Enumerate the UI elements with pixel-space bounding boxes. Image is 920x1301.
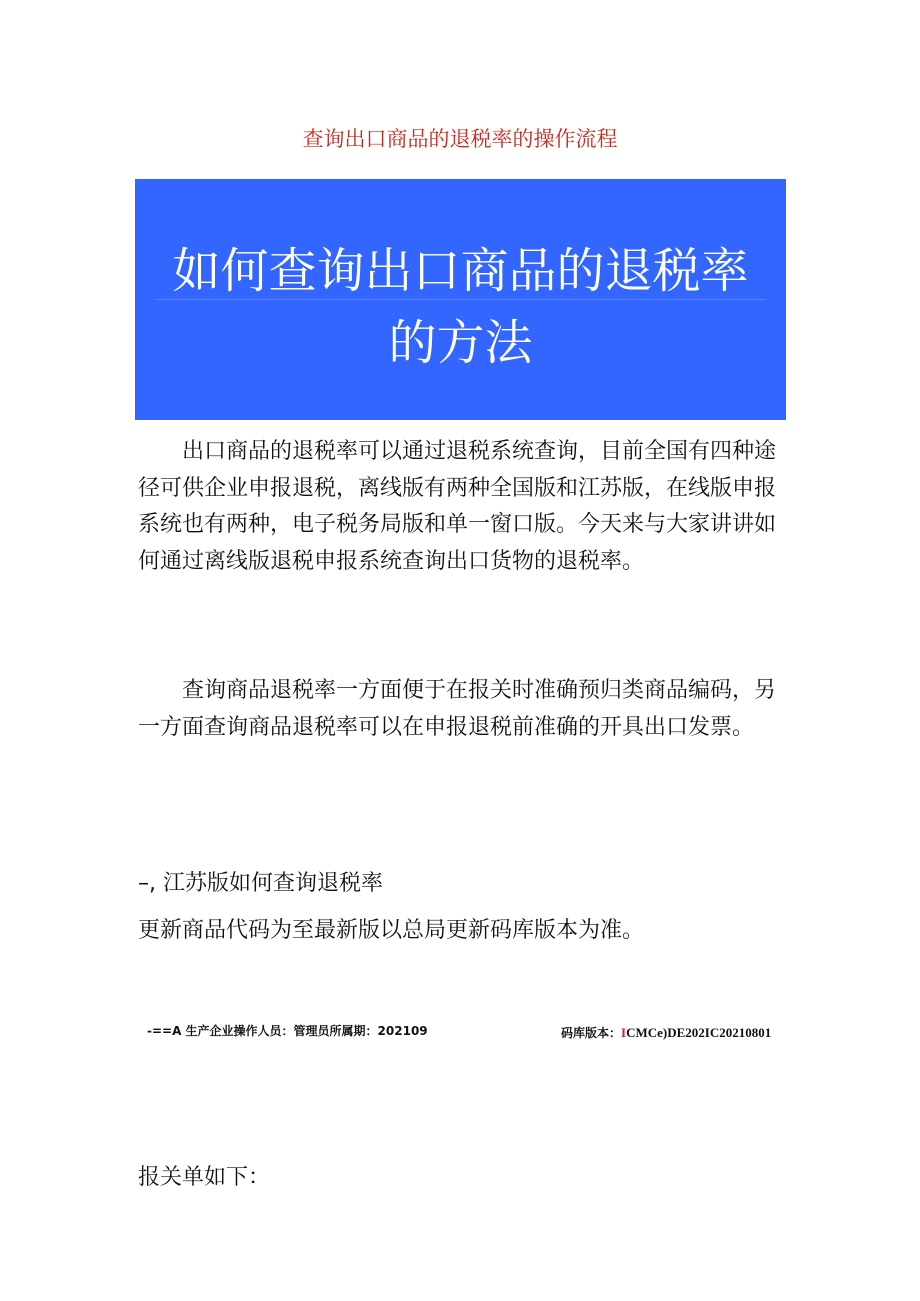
banner-title-line-2: 的方法 (388, 315, 533, 371)
code-library-version (561, 1024, 771, 1042)
banner-title (135, 235, 786, 379)
section-text: 更新商品代码为至最新版以总局更新码库版本为准。 (138, 918, 645, 943)
banner-title-line-1: 如何查询出口商品的退税率 (172, 243, 749, 299)
document-subtitle: 查询出口商品的退税率的操作流程 (302, 127, 618, 151)
operator-info: -==A 生产企业操作人员：管理员所属期：202109 (147, 1024, 428, 1038)
title-banner (135, 179, 786, 420)
section-heading: –, 江苏版如何查询退税率 (138, 871, 383, 896)
code-library-value (621, 1025, 771, 1040)
code-library-value-rest: CMCe)DE202IC20210801 (626, 1025, 772, 1040)
purpose-paragraph: 查询商品退税率一方面便于在报关时准确预归类商品编码，另一方面查询商品退税率可以在申报退税前准确的开具出口发票。 (138, 678, 777, 740)
customs-declaration-caption: 报关单如下： (138, 1165, 271, 1190)
code-library-label: 码库版本： (561, 1026, 622, 1040)
code-library-value-accent: I (621, 1025, 627, 1040)
intro-paragraph: 出口商品的退税率可以通过退税系统查询，目前全国有四种途径可供企业申报退税，离线版有两种全国版和江苏版，在线版申报系统也有两种，电子税务局版和单一窗口版。今天来与大家讲讲如何通过离线版退税申报系统查询出口货物的退税率。 (138, 439, 777, 574)
